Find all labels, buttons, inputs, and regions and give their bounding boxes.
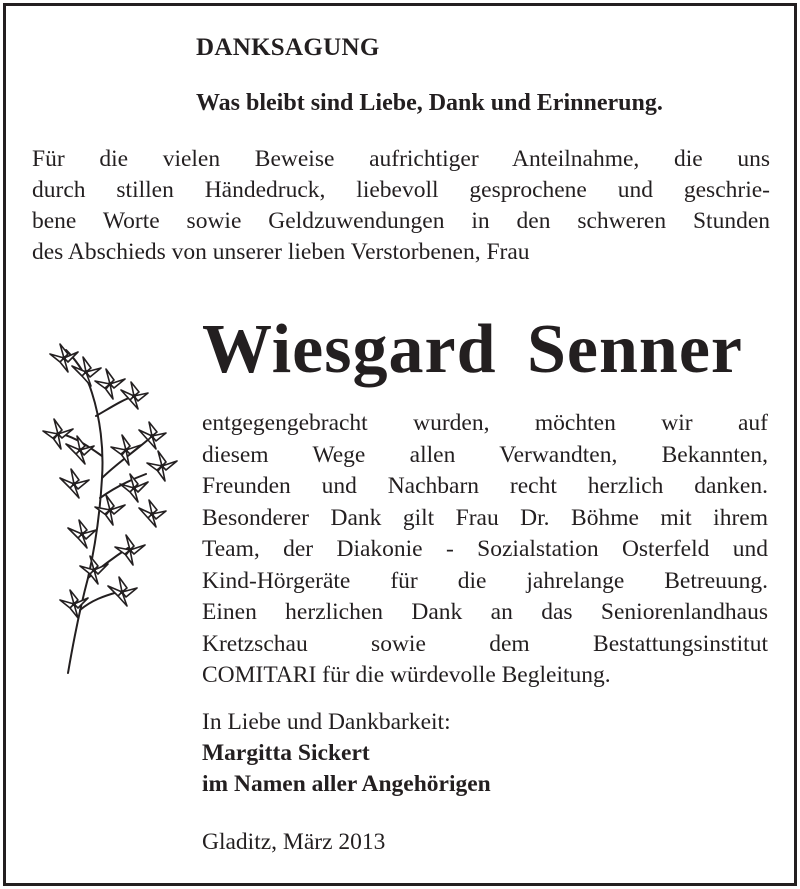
intro-line: des Abschieds von unserer lieben Verstorbenen, Frau bbox=[32, 239, 530, 265]
body-line: Kind-Hörgeräte für die jahrelange Betreuung. bbox=[202, 567, 768, 594]
intro-line: Für die vielen Beweise aufrichtiger Anteilnahme, die uns bbox=[32, 146, 770, 172]
notice-motto: Was bleibt sind Liebe, Dank und Erinnerung. bbox=[196, 90, 663, 116]
deceased-name: Wiesgard Senner bbox=[202, 311, 743, 388]
place-date: Gladitz, März 2013 bbox=[202, 829, 386, 855]
notice-title: DANKSAGUNG bbox=[196, 34, 380, 61]
signer-name: Margitta Sickert bbox=[202, 740, 370, 766]
body-line: Besonderer Dank gilt Frau Dr. Böhme mit ihrem bbox=[202, 504, 768, 531]
closing-phrase: In Liebe und Dankbarkeit: bbox=[202, 709, 451, 735]
body-line: entgegengebracht wurden, möchten wir auf bbox=[202, 410, 768, 436]
intro-line: bene Worte sowie Geldzuwendungen in den schweren Stunden bbox=[32, 208, 770, 234]
body-line: Team, der Diakonie - Sozialstation Osterfeld und bbox=[202, 536, 768, 562]
signer-role: im Namen aller Angehörigen bbox=[202, 771, 491, 797]
body-line: diesem Wege allen Verwandten, Bekannten, bbox=[202, 441, 768, 468]
thanks-paragraph bbox=[202, 408, 768, 692]
body-line: COMITARI für die würdevolle Begleitung. bbox=[202, 662, 611, 688]
body-line: Einen herzlichen Dank an das Seniorenlandhaus bbox=[202, 599, 768, 625]
intro-paragraph bbox=[32, 144, 770, 268]
flower-branch-icon bbox=[30, 338, 185, 678]
intro-line: durch stillen Händedruck, liebevoll gesprochene und geschrie- bbox=[32, 177, 770, 203]
closing-block bbox=[202, 707, 491, 800]
body-line: Kretzschau sowie dem Bestattungsinstitut bbox=[202, 630, 768, 657]
body-line: Freunden und Nachbarn recht herzlich danken. bbox=[202, 473, 768, 499]
